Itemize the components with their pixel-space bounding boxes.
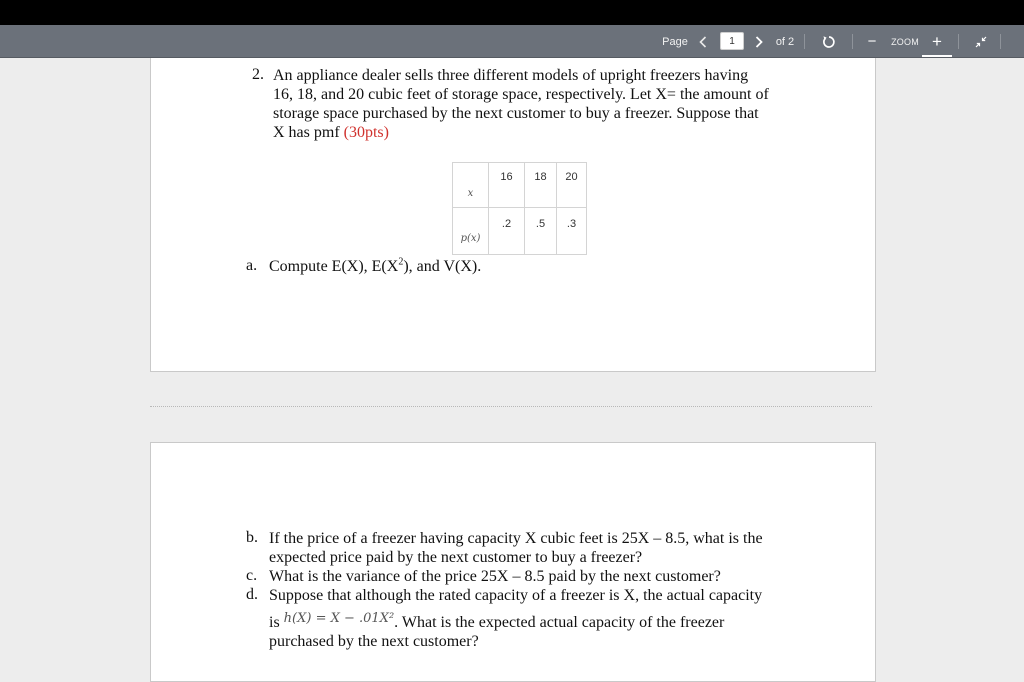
part-d-line: purchased by the next customer? xyxy=(269,633,479,650)
capacity-formula: h(X) = X − .01X² xyxy=(283,611,395,626)
table-row xyxy=(453,208,587,255)
part-a-text xyxy=(269,257,481,276)
pdf-page-2 xyxy=(150,442,876,682)
pdf-page-1 xyxy=(150,58,876,372)
zoom-out-button[interactable]: − xyxy=(867,33,877,50)
chevron-left-icon xyxy=(699,36,707,48)
part-d-is: is xyxy=(269,614,280,631)
pmf-table xyxy=(452,162,587,255)
question-text xyxy=(273,66,769,142)
pdf-toolbar xyxy=(0,25,1024,58)
p-value: .5 xyxy=(525,208,557,255)
question-line: X has pmf xyxy=(273,124,340,141)
rotate-button[interactable] xyxy=(818,25,840,58)
toolbar-divider xyxy=(804,34,805,49)
chevron-right-icon xyxy=(755,36,763,48)
px-header: p(x) xyxy=(453,208,489,255)
x-value: 18 xyxy=(525,163,557,208)
x-value: 16 xyxy=(489,163,525,208)
x-header: x xyxy=(453,163,489,208)
part-a-text-end: ), and V(X). xyxy=(403,258,482,275)
part-b-text xyxy=(269,529,763,567)
part-a-label: a. xyxy=(246,257,258,274)
question-line: 16, 18, and 20 cubic feet of storage space, respectively. Let X= the amount of xyxy=(273,86,769,103)
toolbar-divider xyxy=(1000,34,1001,49)
fit-page-button[interactable] xyxy=(970,25,992,58)
part-b-line: If the price of a freezer having capacity X cubic feet is 25X – 8.5, what is the xyxy=(269,530,763,547)
page-divider xyxy=(150,406,872,407)
part-d-label: d. xyxy=(246,586,258,603)
part-d-line: Suppose that although the rated capacity of a freezer is X, the actual capacity xyxy=(269,587,763,604)
next-page-button[interactable] xyxy=(750,25,768,58)
question-line: storage space purchased by the next customer to buy a freezer. Suppose that xyxy=(273,105,759,122)
part-c-text xyxy=(269,567,721,586)
page-number-input[interactable] xyxy=(720,32,744,50)
zoom-label: ZOOM xyxy=(891,36,919,47)
question-line-last xyxy=(273,123,769,142)
prev-page-button[interactable] xyxy=(694,25,712,58)
part-c-line: What is the variance of the price 25X – 8.5 paid by the next customer? xyxy=(269,568,721,585)
toolbar-divider xyxy=(852,34,853,49)
part-a-superscript: 2 xyxy=(398,256,404,268)
zoom-active-indicator xyxy=(922,55,952,57)
top-black-bar xyxy=(0,0,1024,25)
zoom-in-button[interactable]: + xyxy=(932,31,942,51)
part-d-line2-end: . What is the expected actual capacity of the freezer xyxy=(394,614,725,631)
part-d-line xyxy=(269,609,762,632)
x-value: 20 xyxy=(557,163,587,208)
page-count: of 2 xyxy=(775,35,795,48)
rotate-icon xyxy=(822,35,836,49)
table-row xyxy=(453,163,587,208)
question-number: 2. xyxy=(252,66,264,83)
collapse-arrows-icon xyxy=(975,36,987,48)
part-d-text xyxy=(269,586,762,651)
points-label: (30pts) xyxy=(343,124,389,141)
part-b-line: expected price paid by the next customer to buy a freezer? xyxy=(269,549,643,566)
p-value: .3 xyxy=(557,208,587,255)
part-c-label: c. xyxy=(246,567,258,584)
part-a-text-start: Compute E(X), E(X xyxy=(269,258,399,275)
toolbar-divider xyxy=(958,34,959,49)
question-line: An appliance dealer sells three different models of upright freezers having xyxy=(273,67,749,84)
part-b-label: b. xyxy=(246,529,258,546)
p-value: .2 xyxy=(489,208,525,255)
page-label: Page xyxy=(662,35,688,48)
